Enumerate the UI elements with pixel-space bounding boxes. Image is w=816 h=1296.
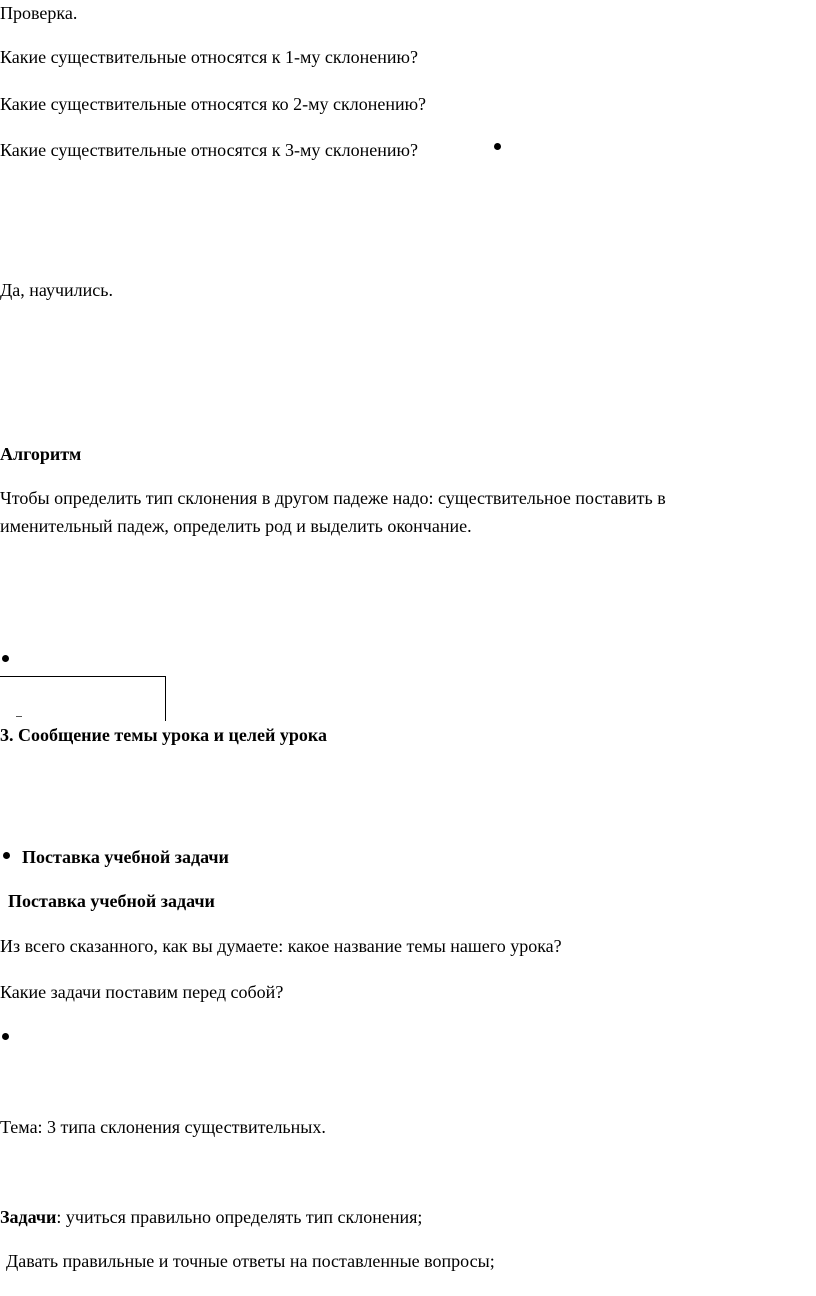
section-3-heading: 3. Сообщение темы урока и целей урока: [0, 725, 327, 745]
dash-mark: [16, 716, 22, 717]
algorithm-line-2: именительный падеж, определить род и выделить окончание.: [0, 516, 472, 536]
tasks-line-1: [0, 1206, 422, 1228]
bullet-icon: [2, 1033, 9, 1040]
bullet-icon: [3, 852, 10, 859]
question-tasks: Какие задачи поставим перед собой?: [0, 982, 284, 1002]
check-title: Проверка.: [0, 3, 78, 23]
tasks-text: : учиться правильно определять тип склонения;: [56, 1207, 423, 1227]
topic-text: Тема: 3 типа склонения существительных.: [0, 1117, 326, 1137]
bullet-icon: [2, 655, 9, 662]
question-3-text: Какие существительные относятся к 3-му склонению?: [0, 140, 418, 160]
algorithm-heading: Алгоритм: [0, 444, 82, 464]
answer-text: Да, научились.: [0, 280, 113, 300]
question-3: [0, 139, 418, 161]
bullet-icon: [494, 143, 501, 150]
algorithm-line-1: Чтобы определить тип склонения в другом падеже надо: существительное поставить в: [0, 488, 666, 508]
question-topic: Из всего сказанного, как вы думаете: какое название темы нашего урока?: [0, 936, 562, 956]
question-1: Какие существительные относятся к 1-му склонению?: [0, 47, 418, 67]
task-bullet-text: Поставка учебной задачи: [22, 847, 229, 867]
tasks-label: Задачи: [0, 1207, 57, 1227]
task-heading: Поставка учебной задачи: [8, 891, 215, 911]
question-2: Какие существительные относятся ко 2-му склонению?: [0, 94, 427, 114]
tasks-line-2: Давать правильные и точные ответы на поставленные вопросы;: [6, 1251, 495, 1271]
table-frame: [0, 676, 166, 721]
